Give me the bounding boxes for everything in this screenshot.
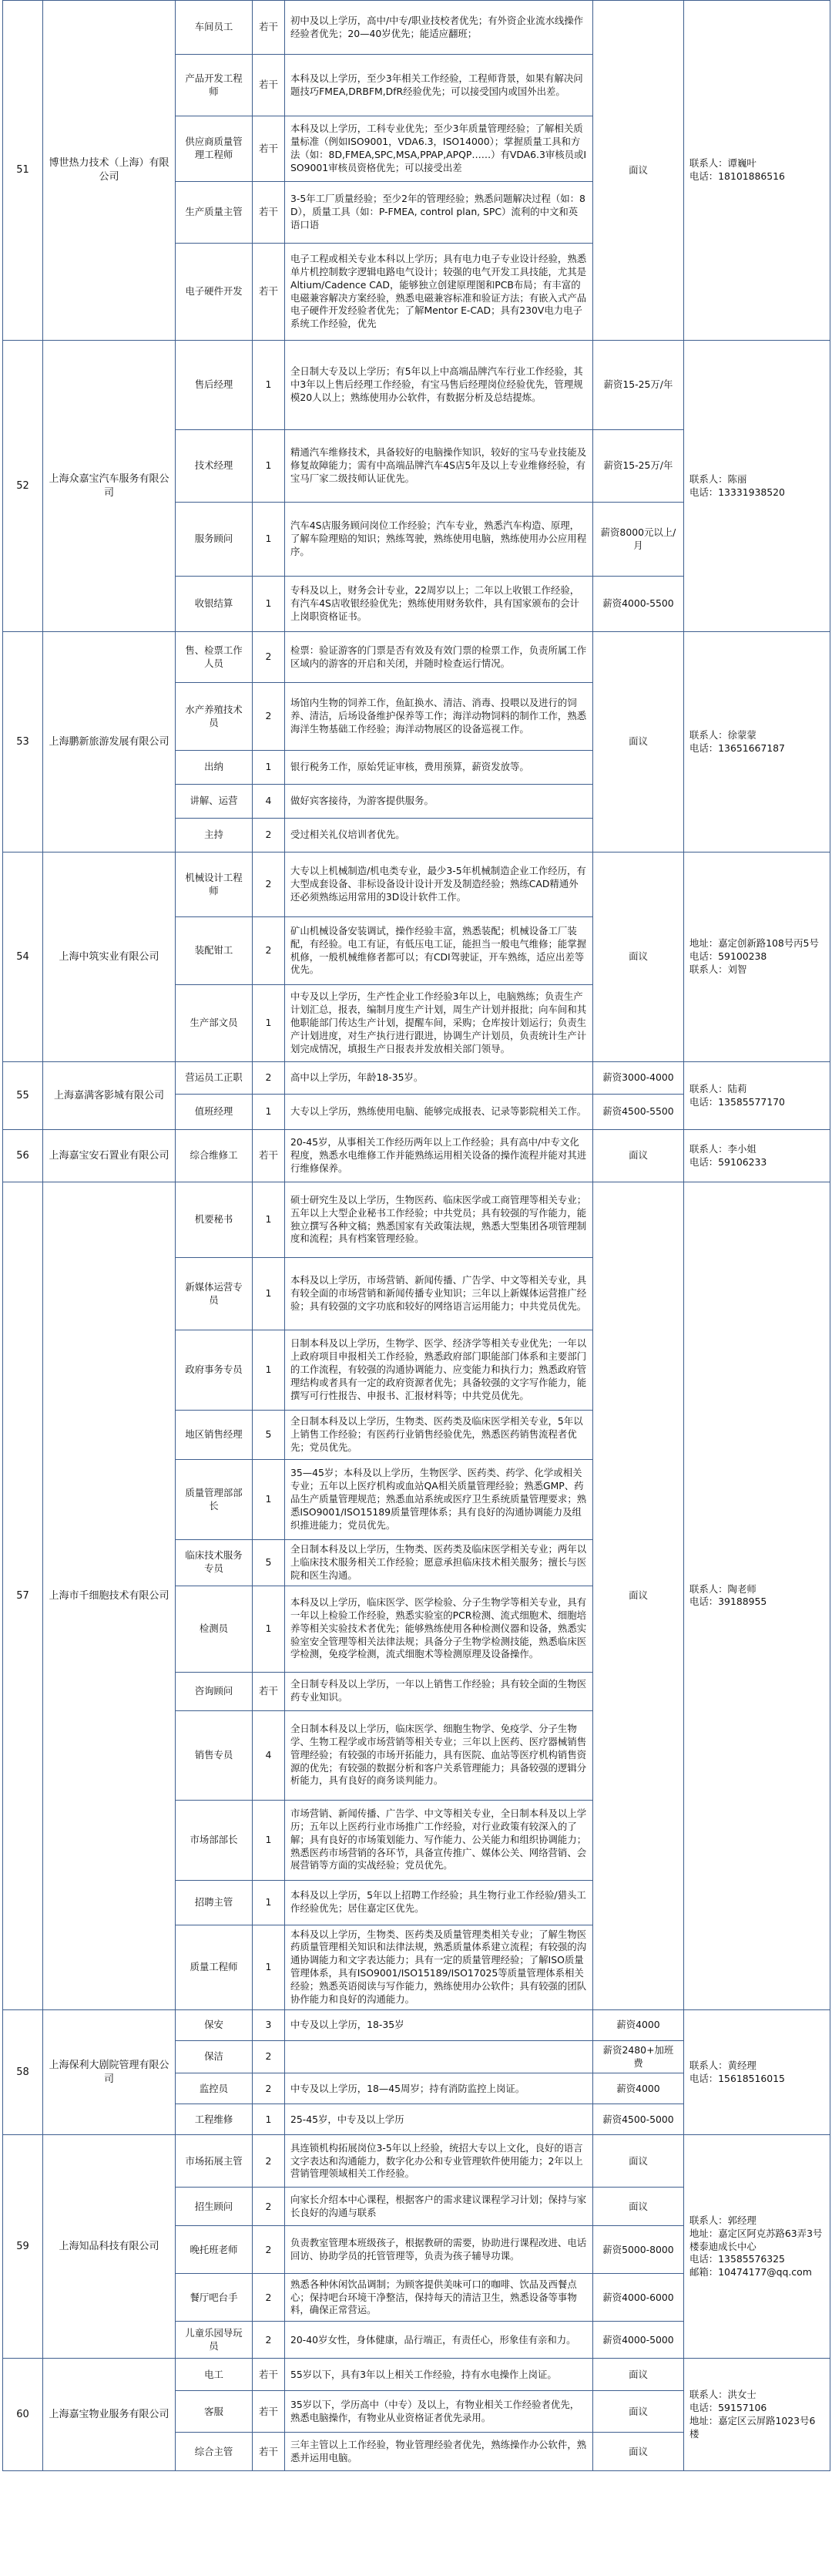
headcount: 2 xyxy=(253,2322,285,2359)
headcount: 1 xyxy=(253,1095,285,1130)
contact-info xyxy=(684,1182,830,2010)
table-row xyxy=(3,1182,830,1258)
company-number: 57 xyxy=(3,1182,43,2010)
contact-line: 联系人：陆莉 xyxy=(689,1082,747,1095)
contact-line: 电话：13651667187 xyxy=(689,742,785,754)
salary: 面议 xyxy=(593,2391,684,2433)
position-title: 质量管理部部长 xyxy=(176,1460,253,1540)
requirements: 银行税务工作，原始凭证审核，费用预算，薪资发放等。 xyxy=(285,751,593,785)
headcount: 2 xyxy=(253,1062,285,1095)
salary: 薪资2480+加班费 xyxy=(593,2040,684,2073)
position-title: 市场部部长 xyxy=(176,1800,253,1880)
contact-line: 电话：13331938520 xyxy=(689,486,785,498)
position-title: 售、检票工作人员 xyxy=(176,632,253,683)
contact-line: 联系人：陈丽 xyxy=(689,472,747,485)
requirements: 中专及以上学历，生产性企业工作经验3年以上，电脑熟练；负责生产计划汇总，报表，编制月度生产计划，周生产计划并报批；向车间和其他职能部门传达生产计划，提醒车间，采购；仓库按计划运行；负责生产计划进度，对生产执行进行跟进，协调生产计划员，负责统计生产计划完成情况，填报生产日报表并发放相关部门领导。 xyxy=(285,985,593,1062)
requirements: 日制本科及以上学历，生物学、医学、经济学等相关专业优先；一年以上政府项目申报相关工作经验，熟悉政府部门职能部门体系和主要部门的工作流程，有较强的沟通协调能力、应变能力和执行力；熟悉政府管理结构或者具有一定的政府资源者优先；具备较强的文字写作能力，能撰写可行性报告、申报书、汇报材料等；中共党员优先。 xyxy=(285,1330,593,1411)
position-title: 保安 xyxy=(176,2009,253,2040)
requirements: 中专及以上学历，18-35岁 xyxy=(285,2009,593,2040)
requirements: 硕士研究生及以上学历，生物医药、临床医学或工商管理等相关专业；五年以上大型企业秘书工作经验；中共党员；具有较强的写作能力，能独立撰写各种文稿；熟悉国家有关政策法规，熟悉大型集团各项管理制度和流程；具有档案管理经验。 xyxy=(285,1182,593,1258)
requirements: 35—45岁；本科及以上学历，生物医学、医药类、药学、化学或相关专业；五年以上医疗机构或血站QA相关质量管理经验；熟悉GMP、药品生产质量管理规范；熟悉血站系统或医疗卫生系统质量管理要求；熟悉ISO9001/ISO15189质量管理体系；具有良好的沟通协调能力及组织推进能力；党员优先。 xyxy=(285,1460,593,1540)
headcount: 2 xyxy=(253,2073,285,2104)
position-title: 客服 xyxy=(176,2391,253,2433)
job-listing-body xyxy=(3,1,830,2471)
salary: 面议 xyxy=(593,2359,684,2391)
headcount: 若干 xyxy=(253,1130,285,1182)
contact-line: 电话：18101886516 xyxy=(689,170,785,182)
company-name: 上海市千细胞技术有限公司 xyxy=(43,1182,176,2010)
requirements: 大专以上机械制造/机电类专业，最少3-5年机械制造企业工作经历，有大型成套设备、非标设备设计设计开发及制造经验；熟练CAD精通外还必须熟练运用常用的3D设计软件工作。 xyxy=(285,853,593,917)
requirements: 熟悉各种休闲饮品调制；为顾客提供美味可口的咖啡、饮品及西餐点心；保持吧台环境干净整洁，保持每天的清洁卫生，熟悉设备等事物料，确保正常营运。 xyxy=(285,2274,593,2322)
table-row xyxy=(3,2135,830,2188)
headcount: 5 xyxy=(253,1411,285,1460)
position-title: 营运员工正职 xyxy=(176,1062,253,1095)
requirements: 35岁以下，学历高中（中专）及以上，有物业相关工作经验者优先，熟悉电脑操作，有物业从业资格证者优先录用。 xyxy=(285,2391,593,2433)
requirements: 本科及以上学历，临床医学、医学检验、分子生物学等相关专业，具有一年以上检验工作经验，熟悉实验室的PCR检测、流式细胞术、细胞培养等相关实验技术者优先；能够熟练使用各种检测仪器和设备，熟悉实验室安全管理等相关法律法规；具备分子生物学检测技能，熟悉临床医学检测，免疫学检测，流式细胞术等检测原理及设备操作。 xyxy=(285,1586,593,1672)
headcount: 1 xyxy=(253,1258,285,1330)
requirements: 大专以上学历，熟练使用电脑、能够完成报表、记录等影院相关工作。 xyxy=(285,1095,593,1130)
contact-line: 电话：39188955 xyxy=(689,1596,767,1608)
headcount: 4 xyxy=(253,1710,285,1800)
headcount: 若干 xyxy=(253,182,285,244)
headcount: 1 xyxy=(253,985,285,1062)
company-number: 51 xyxy=(3,1,43,341)
company-number: 54 xyxy=(3,853,43,1062)
headcount: 1 xyxy=(253,1586,285,1672)
contact-info xyxy=(684,1,830,341)
company-name: 上海保利大剧院管理有限公司 xyxy=(43,2009,176,2135)
requirements: 本科及以上学历，5年以上招聘工作经验；具生物行业工作经验/猎头工作经验优先；居住嘉定区优先。 xyxy=(285,1880,593,1925)
company-number: 53 xyxy=(3,632,43,853)
table-row xyxy=(3,853,830,917)
position-title: 新媒体运营专员 xyxy=(176,1258,253,1330)
headcount: 2 xyxy=(253,917,285,985)
salary: 薪资4000 xyxy=(593,2073,684,2104)
position-title: 生产部文员 xyxy=(176,985,253,1062)
requirements: 高中以上学历，年龄18-35岁。 xyxy=(285,1062,593,1095)
contact-line: 联系人：黄经理 xyxy=(689,2059,757,2071)
position-title: 市场拓展主管 xyxy=(176,2135,253,2188)
contact-line: 电话：59157106 xyxy=(689,2402,767,2414)
salary: 薪资15-25万/年 xyxy=(593,341,684,430)
headcount: 1 xyxy=(253,1880,285,1925)
contact-line: 电话：15618516015 xyxy=(689,2072,785,2084)
requirements: 本科及以上学历，生物类、医药类及质量管理类相关专业；了解生物医药质量管理相关知识和法律法规，熟悉质量体系建立流程；有较强的沟通协调能力和文字表达能力；具有一定的质量管理经验；了解ISO质量管理体系，具有ISO9001/ISO15189/ISO17025等质量管理体系相关经验；熟悉英语阅读与写作能力，熟练使用办公软件；具有较强的团队协作能力和良好的沟通能力。 xyxy=(285,1925,593,2009)
requirements: 全日制本科及以上学历，生物类、医药类及临床医学相关专业；两年以上临床技术服务相关工作经验；愿意承担临床技术相关服务；擅长与医院和医生沟通。 xyxy=(285,1540,593,1586)
company-number: 59 xyxy=(3,2135,43,2359)
position-title: 生产质量主管 xyxy=(176,182,253,244)
headcount: 若干 xyxy=(253,1672,285,1710)
table-row xyxy=(3,1130,830,1182)
company-name: 上海众嘉宝汽车服务有限公司 xyxy=(43,341,176,632)
headcount: 1 xyxy=(253,430,285,503)
contact-line: 联系人：陶老师 xyxy=(689,1582,757,1595)
requirements: 向家长介绍本中心课程，根据客户的需求建议课程学习计划；保持与家长良好的沟通与联系 xyxy=(285,2188,593,2226)
contact-info xyxy=(684,2359,830,2471)
company-number: 60 xyxy=(3,2359,43,2471)
contact-line: 地址：嘉定区云屏路1023号6楼 xyxy=(689,2414,816,2440)
headcount: 2 xyxy=(253,632,285,683)
requirements xyxy=(285,2040,593,2073)
headcount: 5 xyxy=(253,1540,285,1586)
job-listing-table xyxy=(2,0,830,2471)
headcount: 1 xyxy=(253,1800,285,1880)
position-title: 政府事务专员 xyxy=(176,1330,253,1411)
requirements: 20-45岁，从事相关工作经历两年以上工作经验；具有高中/中专文化程度，熟悉水电维修工作并能熟练运用相关设备的操作流程并能对其进行维修保养。 xyxy=(285,1130,593,1182)
contact-line: 联系人：谭巍叶 xyxy=(689,157,757,170)
table-row xyxy=(3,1,830,55)
requirements: 矿山机械设备安装调试，操作经验丰富，熟悉装配；机械设备工厂装配，有经验。电工有证，有低压电工证，能担当一般电气维修；能掌握机修，一般机械维修者都可以；有CDI驾驶证，开车熟练，适应出差等优先。 xyxy=(285,917,593,985)
salary: 面议 xyxy=(593,853,684,1062)
requirements: 本科及以上学历，工科专业优先；至少3年质量管理经验；了解相关质量标准（例如ISO9001，VDA6.3，ISO14000）；掌握质量工具和方法（如：8D,FMEA,SPC,MSA,PPAP,APQP……）有VDA6.3审核员或ISO9001审核员资格优先；可以接受出差 xyxy=(285,116,593,182)
headcount: 1 xyxy=(253,577,285,632)
headcount: 1 xyxy=(253,1330,285,1411)
contact-info xyxy=(684,2009,830,2135)
requirements: 精通汽车维修技术，具备较好的电脑操作知识，较好的宝马专业技能及修复故障能力；需有中高端品牌汽车4S店5年及以上专业维修经验，有宝马厂家二级技师认证优先。 xyxy=(285,430,593,503)
headcount: 1 xyxy=(253,751,285,785)
company-name: 上海中筑实业有限公司 xyxy=(43,853,176,1062)
contact-line: 电话：59100238 xyxy=(689,950,767,963)
salary: 面议 xyxy=(593,2135,684,2188)
headcount: 若干 xyxy=(253,2433,285,2471)
salary: 薪资4000-5500 xyxy=(593,577,684,632)
position-title: 监控员 xyxy=(176,2073,253,2104)
requirements: 3-5年工厂质量经验；至少2年的管理经验；熟悉问题解决过程（如：8D），质量工具（如：P-FMEA, control plan, SPC）流利的中文和英语口语 xyxy=(285,182,593,244)
position-title: 电子硬件开发 xyxy=(176,244,253,341)
headcount: 2 xyxy=(253,2226,285,2274)
position-title: 招聘主管 xyxy=(176,1880,253,1925)
position-title: 车间员工 xyxy=(176,1,253,55)
salary: 薪资3000-4000 xyxy=(593,1062,684,1095)
position-title: 销售专员 xyxy=(176,1710,253,1800)
contact-info xyxy=(684,1062,830,1130)
company-name: 上海鹏新旅游发展有限公司 xyxy=(43,632,176,853)
headcount: 若干 xyxy=(253,244,285,341)
salary: 面议 xyxy=(593,1,684,341)
position-title: 检测员 xyxy=(176,1586,253,1672)
salary: 薪资8000元以上/月 xyxy=(593,503,684,577)
salary: 薪资5000-8000 xyxy=(593,2226,684,2274)
position-title: 供应商质量管理工程师 xyxy=(176,116,253,182)
company-name: 上海嘉满客影城有限公司 xyxy=(43,1062,176,1130)
position-title: 售后经理 xyxy=(176,341,253,430)
contact-info xyxy=(684,2135,830,2359)
requirements: 全日制大专及以上学历；有5年以上中高端品牌汽车行业工作经验，其中3年以上售后经理工作经验，有宝马售后经理岗位经验优先，管理规模20人以上；熟练使用办公软件，有数据分析及总结提炼。 xyxy=(285,341,593,430)
headcount: 若干 xyxy=(253,116,285,182)
position-title: 晚托班老师 xyxy=(176,2226,253,2274)
requirements: 汽车4S店服务顾问岗位工作经验；汽车专业，熟悉汽车构造、原理，了解车险理赔的知识；熟练驾驶，熟练使用电脑，熟练使用办公应用程序。 xyxy=(285,503,593,577)
headcount: 1 xyxy=(253,1182,285,1258)
contact-info xyxy=(684,632,830,853)
position-title: 咨询顾问 xyxy=(176,1672,253,1710)
position-title: 收银结算 xyxy=(176,577,253,632)
company-number: 58 xyxy=(3,2009,43,2135)
table-row xyxy=(3,632,830,683)
requirements: 25-45岁，中专及以上学历 xyxy=(285,2104,593,2135)
table-row xyxy=(3,1062,830,1095)
contact-line: 地址：嘉定创新路108号丙5号 xyxy=(689,937,819,950)
position-title: 保洁 xyxy=(176,2040,253,2073)
requirements: 全日制本科及以上学历，临床医学、细胞生物学、免疫学、分子生物学、生物工程学或市场营销等相关专业；三年以上医药、医疗器械销售管理经验；有较强的市场开拓能力，具有医院、血站等医疗机构销售资源的优先；有较强的数据分析和客户关系管理能力；具备较强的逻辑分析能力，具有良好的商务谈判能力。 xyxy=(285,1710,593,1800)
headcount: 2 xyxy=(253,819,285,853)
contact-line: 联系人：刘智 xyxy=(689,963,747,975)
headcount: 2 xyxy=(253,683,285,751)
contact-line: 电话：59106233 xyxy=(689,1155,767,1168)
requirements: 三年主管以上工作经验，物业管理经验者优先，熟练操作办公软件，熟悉并运用电脑。 xyxy=(285,2433,593,2471)
position-title: 综合主管 xyxy=(176,2433,253,2471)
position-title: 值班经理 xyxy=(176,1095,253,1130)
headcount: 4 xyxy=(253,785,285,819)
position-title: 出纳 xyxy=(176,751,253,785)
requirements: 中专及以上学历，18—45周岁；持有消防监控上岗证。 xyxy=(285,2073,593,2104)
salary: 薪资15-25万/年 xyxy=(593,430,684,503)
position-title: 儿童乐园导玩员 xyxy=(176,2322,253,2359)
requirements: 本科及以上学历，市场营销、新闻传播、广告学、中文等相关专业，具有较全面的市场营销和新闻传播专业知识；三年以上新媒体运营推广经验；具有较强的文字功底和较好的网络语言运用能力；中共党员优先。 xyxy=(285,1258,593,1330)
requirements: 20-40岁女性，身体健康，品行端正，有责任心，形象佳有亲和力。 xyxy=(285,2322,593,2359)
position-title: 主持 xyxy=(176,819,253,853)
company-number: 56 xyxy=(3,1130,43,1182)
requirements: 55岁以下，具有3年以上相关工作经验，持有水电操作上岗证。 xyxy=(285,2359,593,2391)
position-title: 水产养殖技术员 xyxy=(176,683,253,751)
headcount: 2 xyxy=(253,2274,285,2322)
requirements: 受过相关礼仪培训者优先。 xyxy=(285,819,593,853)
position-title: 餐厅吧台手 xyxy=(176,2274,253,2322)
salary: 薪资4000-5000 xyxy=(593,2322,684,2359)
salary: 面议 xyxy=(593,1130,684,1182)
headcount: 2 xyxy=(253,2188,285,2226)
headcount: 若干 xyxy=(253,1,285,55)
position-title: 产品开发工程师 xyxy=(176,55,253,116)
salary: 薪资4000-6000 xyxy=(593,2274,684,2322)
contact-info xyxy=(684,341,830,632)
salary: 薪资4000 xyxy=(593,2009,684,2040)
position-title: 机要秘书 xyxy=(176,1182,253,1258)
position-title: 质量工程师 xyxy=(176,1925,253,2009)
position-title: 招生顾问 xyxy=(176,2188,253,2226)
requirements: 全日制专科及以上学历，一年以上销售工作经验；具有较全面的生物医药专业知识。 xyxy=(285,1672,593,1710)
headcount: 1 xyxy=(253,1460,285,1540)
requirements: 场馆内生物的饲养工作，鱼缸换水、清洁、消毒、投喂以及进行的饲养、清洁，后场设备维护保养等工作；海洋动物饲料的制作工作，熟悉海洋生物基础工作经验；海洋动物展区的设备巡视工作。 xyxy=(285,683,593,751)
headcount: 3 xyxy=(253,2009,285,2040)
table-row xyxy=(3,341,830,430)
headcount: 1 xyxy=(253,2104,285,2135)
headcount: 若干 xyxy=(253,2359,285,2391)
requirements: 负责教室管理本班级孩子，根据教研的需要，协助进行课程改进、电话回访、协助学员的托管管理等，负责为孩子辅导功课。 xyxy=(285,2226,593,2274)
headcount: 1 xyxy=(253,1925,285,2009)
position-title: 机械设计工程师 xyxy=(176,853,253,917)
requirements: 初中及以上学历，高中/中专/职业技校者优先；有外资企业流水线操作经验者优先；20—40岁优先；能适应翻班； xyxy=(285,1,593,55)
requirements: 全日制本科及以上学历，生物类、医药类及临床医学相关专业，5年以上销售工作经验；有医药行业销售经验优先，熟悉医药销售流程者优先；党员优先。 xyxy=(285,1411,593,1460)
requirements: 电子工程或相关专业本科以上学历；具有电力电子专业设计经验，熟悉单片机控制数字逻辑电路电气设计；较强的电气开发工具技能，尤其是Altium/Cadence CAD，能够独立创建原理图和PCB布局；有丰富的电磁兼容解决方案经验，熟悉电磁兼容标准和验证方法；有嵌入式产品电子硬件开发经验者优先；了解Mentor E-CAD；具有230V电力电子系统工作经验，优先 xyxy=(285,244,593,341)
table-row xyxy=(3,2359,830,2391)
contact-line: 联系人：徐蒙蒙 xyxy=(689,728,757,741)
position-title: 综合维修工 xyxy=(176,1130,253,1182)
position-title: 工程维修 xyxy=(176,2104,253,2135)
requirements: 检票：验证游客的门票是否有效及有效门票的检票工作，负责所属工作区域内的游客的开启和关闭，并随时检查运行情况。 xyxy=(285,632,593,683)
company-number: 52 xyxy=(3,341,43,632)
company-name: 上海嘉宝物业服务有限公司 xyxy=(43,2359,176,2471)
requirements: 专科及以上，财务会计专业，22周岁以上；二年以上收银工作经验，有汽车4S店收银经验优先；熟练使用财务软件，具有国家颁布的会计上岗职资格证书。 xyxy=(285,577,593,632)
position-title: 装配钳工 xyxy=(176,917,253,985)
contact-line: 联系人：郭经理 xyxy=(689,2214,757,2226)
requirements: 本科及以上学历，至少3年相关工作经验，工程师背景，如果有解决问题技巧FMEA,DRBFM,DfR经验优先；可以接受国内或国外出差。 xyxy=(285,55,593,116)
contact-info xyxy=(684,853,830,1062)
headcount: 2 xyxy=(253,2135,285,2188)
company-number: 55 xyxy=(3,1062,43,1130)
company-name: 博世热力技术（上海）有限公司 xyxy=(43,1,176,341)
requirements: 市场营销、新闻传播、广告学、中文等相关专业，全日制本科及以上学历；五年以上医药行业市场推广工作经验，对行业政策有较深入的了解；具有良好的市场策划能力、写作能力、公关能力和组织协调能力；熟悉医药市场营销的各环节，具备宣传推广、媒体公关、网络营销、会展营销等方面的实战经验；党员优先。 xyxy=(285,1800,593,1880)
headcount: 1 xyxy=(253,503,285,577)
contact-line: 联系人：李小姐 xyxy=(689,1142,757,1155)
position-title: 讲解、运营 xyxy=(176,785,253,819)
contact-line: 电话：13585576325 xyxy=(689,2253,785,2265)
position-title: 电工 xyxy=(176,2359,253,2391)
salary: 面议 xyxy=(593,632,684,853)
position-title: 临床技术服务专员 xyxy=(176,1540,253,1586)
position-title: 技术经理 xyxy=(176,430,253,503)
position-title: 服务顾问 xyxy=(176,503,253,577)
table-row xyxy=(3,2009,830,2040)
headcount: 若干 xyxy=(253,55,285,116)
salary: 面议 xyxy=(593,2433,684,2471)
position-title: 地区销售经理 xyxy=(176,1411,253,1460)
headcount: 2 xyxy=(253,853,285,917)
contact-line: 电话：13585577170 xyxy=(689,1095,785,1108)
requirements: 具连锁机构拓展岗位3-5年以上经验，统招大专以上文化，良好的语言文字表达和沟通能力，数字化办公和专业管理软件使用能力；2年以上营销管理领域相关工作经验。 xyxy=(285,2135,593,2188)
headcount: 若干 xyxy=(253,2391,285,2433)
company-name: 上海知品科技有限公司 xyxy=(43,2135,176,2359)
headcount: 2 xyxy=(253,2040,285,2073)
salary: 薪资4500-5500 xyxy=(593,1095,684,1130)
contact-line: 联系人：洪女士 xyxy=(689,2389,757,2401)
headcount: 1 xyxy=(253,341,285,430)
salary: 面议 xyxy=(593,2188,684,2226)
salary: 薪资4500-5000 xyxy=(593,2104,684,2135)
salary: 面议 xyxy=(593,1182,684,2010)
company-name: 上海嘉宝安石置业有限公司 xyxy=(43,1130,176,1182)
requirements: 做好宾客接待，为游客提供服务。 xyxy=(285,785,593,819)
contact-line: 邮箱：10474177@qq.com xyxy=(689,2266,812,2278)
contact-info xyxy=(684,1130,830,1182)
contact-line: 地址：嘉定区阿克苏路63弄3号楼泰迪成长中心 xyxy=(689,2227,823,2252)
